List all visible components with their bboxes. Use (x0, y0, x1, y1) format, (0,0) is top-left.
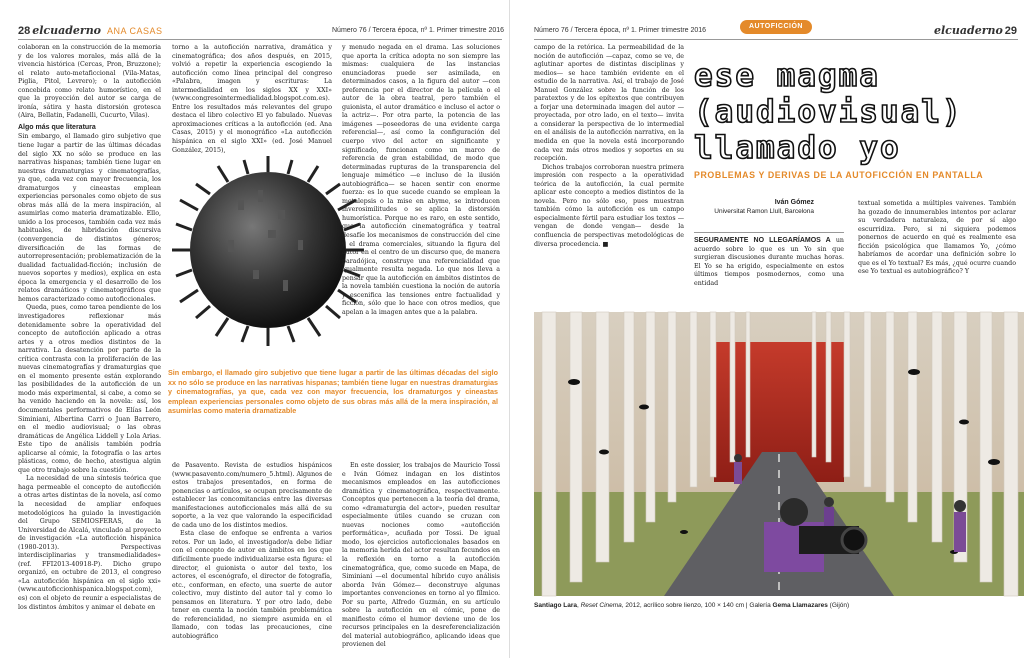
caption-artist: Santiago Lara (534, 602, 577, 609)
intro-right-text: textual sometida a múltiples vaivenes. También ha gozado de innumerables intentos por aclarar su verdadera naturaleza, de por sí algo escurridiza. Pero, si ni siquiera podemos ponernos de acuerdo en qué es realmente esa ficción psicológica que llamamos Yo, ¿cómo habríamos de acordar una definición sobre lo que es el Yo textual? Es más, ¿qué ocurre cuando ese Yo textual es autobiográfico? Y (858, 200, 1016, 276)
byline-affiliation: Universitat Ramon Llull, Barcelona (714, 208, 814, 215)
caption-details: , 2012, acrílico sobre lienzo, 100 × 140 cm | Galería (621, 602, 771, 609)
byline (694, 198, 814, 216)
left-col3-p1: y menudo negada en el drama. Las soluciones que aporta la crítica adopta no son siempre las mismas: cualquiera de las instancias enunciadoras puede ser asimilada, en determinados casos, a la figura del autor —con preferencia por el director de la película o el autor de la obra teatral, pero también el guionista, el autor dramático e incluso el actor o la actriz—. Por otra parte, la potencia de las imágenes —poseedoras de una evidente carga referencial—, así como la configuración del cuerpo vivo del actor en significante y significado, funcionan como un marco de referencia de gran estabilidad, de modo que determinadas rupturas de la transparencia del lenguaje mimético —e incluso de la ilusión autobiográfica— se hacen sentir con enorme fuerza: es lo que sucede cuando se emplean la metalepsis o la mise en abyme, se introducen inverosimilitudes o se aplica la distorsión humorística. Porque no es raro, en este sentido, que la autoficción cinematográfica y teatral desafíe los mecanismos de construcción del cine y el drama comerciales, situando la figura del autor en el centro de un discurso que, de manera paradójica, construye una referencialidad que igualmente resulta negada. Lo que nos lleva a pensar que la autoficción en ámbitos distintos de la novela también cuestiona la noción de autoría y escenifica las tensiones entre factualidad y ficción, sólo que lo hace con otros medios, que apelan a la imagen antes que a la palabra. (342, 44, 500, 316)
left-header-rule (18, 39, 502, 40)
left-col2-p1: torno a la autoficción narrativa, dramática y cinematográfica; dos años después, en 2015, volvió a repetir la experiencia escogiendo la autoficción como línea principal del congreso «Palabra, imagen y escrituras: La intermedialidad en los siglos XX y XXI» (www.congresointermedialidad.blogspot.com.es). Entre los resultados más relevantes del grupo destaca el libro colectivo El yo fabulado. Nuevas aproximaciones críticas a la autoficción (ed. Ana Casas, 2015) y el monográfico «La autoficción hispánica en el siglo XXI» (ed. José Manuel González, 2015), (172, 44, 332, 154)
left-page-number: 28 (18, 25, 31, 37)
right-col-left-text2: Dichos trabajos corroboran nuestra primera impresión con respecto a la operatividad teórica de la autoficción, la cual permite aplicar este concepto a medios distintos de la novela. Pero no sólo eso, pues muestran también cómo la autoficción es un campo especialmente fértil para estudiar los textos —vengan de donde vengan— desde la confluencia de perspectivas metodológicas de diversa procedencia. ■ (534, 163, 684, 248)
caption-work: Reset Cinema (580, 602, 622, 609)
painting-caption: Santiago Lara, Reset Cinema, 2012, acrílico sobre lienzo, 100 × 140 cm | Galería Gema Llamazares (Gijón) (534, 602, 850, 609)
article-title (694, 58, 1014, 166)
intro-lead: SEGURAMENTE NO LLEGARÍAMOS A (694, 237, 831, 244)
left-brand: elcuaderno (32, 24, 102, 37)
caption-gallery: Gema Llamazares (772, 602, 828, 609)
left-col1-p2: Sin embargo, el llamado giro subjetivo que tiene lugar a partir de las últimas décadas del siglo XX no sólo se produce en las narrativas hispanas; también tiene lugar en nuestras dramaturgias y cinematografías, ya que, cada vez con mayor frecuencia, los dramaturgos y cineastas emplean experiencias personales como objeto de sus obras más allá de la mera inspiración, al asumirlas como materia dramatizable. Ello, unido a los procesos, también cada vez más habituales, de hibridación discursiva (convergencia de distintos géneros; diversificación de las formas de autorrepresentación; problematización de la dualidad factualidad-ficción; inclusión de nuevos soportes y medios), explica en esta época la emergencia y el desarrollo de los relatos dramáticos y cinematográficos que hemos caracterizado como autoficcionales. (18, 133, 161, 303)
title-line-2: (audiovisual) (694, 94, 963, 130)
intro-right (858, 200, 1016, 304)
sphere-illustration (168, 150, 368, 350)
right-col-left-text: campo de la retórica. La permeabilidad de la noción de autoficción —capaz, como se ve, de aglutinar aportes de distintas disciplinas y medios— se hace también evidente en el estudio de la narrativa. Así, el trabajo de José Manuel González sobre la función de los paratextos y de los epítextos que contribuyen a forjar una determinada imagen del autor —proyectada, por otro lado, en el texto— invita a considerar la perspectiva de lo intermedial en el análisis de la autoficción narrativa, en la medida en que la novela está incorporando cada vez más otros medios y soportes en su recepción. (534, 44, 684, 163)
right-page-number: 29 (1004, 25, 1018, 37)
left-header (18, 24, 163, 37)
title-line-1: ese magma (694, 58, 880, 94)
article-subtitle: PROBLEMAS Y DERIVAS DE LA AUTOFICCIÓN EN PANTALLA (694, 170, 984, 180)
title-line-3: llamado yo (694, 130, 901, 166)
right-issue: Número 76 / Tercera época, nº 1. Primer trimestre 2016 (534, 27, 707, 34)
left-col2-p3: Esta clase de enfoque se enfrenta a varios retos. Por un lado, el investigador/a debe lidiar con el concepto de autor en ámbitos en los que difícilmente puede individualizarse esta figura: el director, el guionista o autor del texto, los actores, el escenógrafo, el director de fotografía, etc., conforman, en efecto, una suerte de autor colectivo, muy distinto del autor tal y como lo pensamos en literatura. Y por otro lado, debe tener en cuenta la noción también problemática de referencialidad, no siempre asumida en el llamado, con todas las precauciones, cine autobiográfico (172, 530, 332, 640)
intro-mid (694, 232, 844, 304)
left-col-3-top (342, 44, 500, 360)
caption-city: (Gijón) (829, 602, 850, 609)
left-col-1 (18, 44, 161, 634)
right-brand: elcuaderno (934, 24, 1003, 37)
left-col2-p2: de Pasavento. Revista de estudios hispánicos (www.pasavento.com/numero_5.html). Algunos de estos trabajos presentados, en forma de ponencias o artículos, se ocupan precisamente de establecer las concomitancias entre las diversas manifestaciones autoficcionales más allá de su soporte, a la vez que valorando la especificidad de cada uno de los distintos medios. (172, 462, 332, 529)
right-col-left (534, 44, 684, 302)
left-col1-p3: Queda, pues, como tarea pendiente de los investigadores reflexionar más detenidamente sobre la operatividad del concepto de autoficción aplicado a otras artes y a otros medios distintos de la narrativa. La desatención por parte de la crítica contrasta con la proliferación de las nuevas cinematografías y dramaturgias que en el momento presente están explorando las posibilidades de la autoficción de un modo más experimental, si cabe, a como se ha venido haciendo en la novela: así, los documentales performativos de Elías León Siminiani, Albertina Carri o Juan Barrero, en el medio audiovisual; o las obras dramáticas de Angélica Liddell y Lola Arias. Este tipo de análisis también podría aplicarse al cómic, la fotografía o las artes plásticas, como, de hecho, atestigua algún que otro trabajo sobre la cuestión. (18, 304, 161, 474)
left-col1-p4: La necesidad de una síntesis teórica que haga permeable el concepto de autoficción a otras artes distintas de la novela, así como la necesidad de ampliar enfoques metodológicos ha guiado la investigación del Grupo SEMIOSFERAS, de la Universidad de Alcalá, vinculado al proyecto de investigación «La autoficción hispánica (1980-2013). Perspectivas interdisciplinarias y transmedialidades» (ref. FFI2013-40918-P). Dicho grupo organizó, en octubre de 2013, el congreso «La autoficción hispánica en el siglo xxi» (www.autoficcionhispanica.blogspot.com), es) con el objeto de reunir a especialistas de los distintos ámbitos y animar el debate en (18, 475, 161, 611)
intro-mid-text: un acuerdo sobre lo que es un Yo sin que surgieran discusiones durante muchas horas. El Yo se ha erigido, especialmente en estos últimos tiempos posmodernos, como una entidad (694, 237, 844, 287)
painting-illustration (534, 312, 1024, 596)
pull-quote: Sin embargo, el llamado giro subjetivo que tiene lugar a partir de las últimas décadas del siglo xx no sólo se produce en las narrativas hispanas; también tiene lugar en nuestras dramaturgias y cinematografías, ya que, cada vez con mayor frecuencia, los dramaturgos y cineastas emplean experiencias personales como objeto de sus obras más allá de la mera inspiración, al asumirlas como materia dramatizable (168, 368, 498, 416)
left-issue: Número 76 / Tercera época, nº 1. Primer trimestre 2016 (332, 27, 505, 34)
left-author: ANA CASAS (106, 26, 163, 36)
left-col-3-bottom (342, 462, 500, 649)
left-page (0, 0, 510, 658)
left-col1-p1: colaboran en la construcción de la memoria y de los valores morales, más allá de la vivencia histórica (Cercas, Pron, Bruzzone); el relato auto-metaficcional (Vila-Matas, Piglia, Pitol, Levrero); o la autoficción concebida como relato humorístico, en el que la proyección del autor se carga de ironía, sátira y hasta distorsión grotesca (Aira, Bellatin, Fadanelli, Cucurto, Vilas). (18, 44, 161, 120)
byline-author: Iván Gómez (774, 199, 814, 206)
section-heading: Algo más que literatura (18, 123, 96, 131)
right-header (934, 24, 1017, 37)
left-col3-p2: En este dossier, los trabajos de Mauricio Tossi e Iván Gómez indagan en los distintos mecanismos empleados en las autoficciones dramática y cinematográfica, respectivamente. Conceptos que pertenecen a la teoría del drama, como «dramaturgia del actor», pueden resultar especialmente útiles cuando se cruzan con nuevas nociones como «autoficción performática», acuñada por Tossi. De igual modo, los ejercicios autoficcionales basados en la memoria herida del actor resultan fecundos en la reflexión en torno a la autoficción cinematográfica, que, como sucede en Mapa, de Siminiani —el documental híbrido cuyo análisis aborda Iván Gómez— deconstruye algunas importantes convenciones en torno al yo fílmico. Por su parte, Alfredo Guzmán, en su artículo sobre la autoficción en el cómic, pone de manifiesto cómo el humor deviene uno de los recursos principales en la desreferencialización del material autobiográfico, aplicando ideas que provienen del (342, 462, 500, 649)
right-header-rule (534, 39, 1018, 40)
left-col-2-bottom (172, 462, 332, 640)
right-page (514, 0, 1024, 658)
section-tag: AUTOFICCIÓN (740, 20, 812, 34)
